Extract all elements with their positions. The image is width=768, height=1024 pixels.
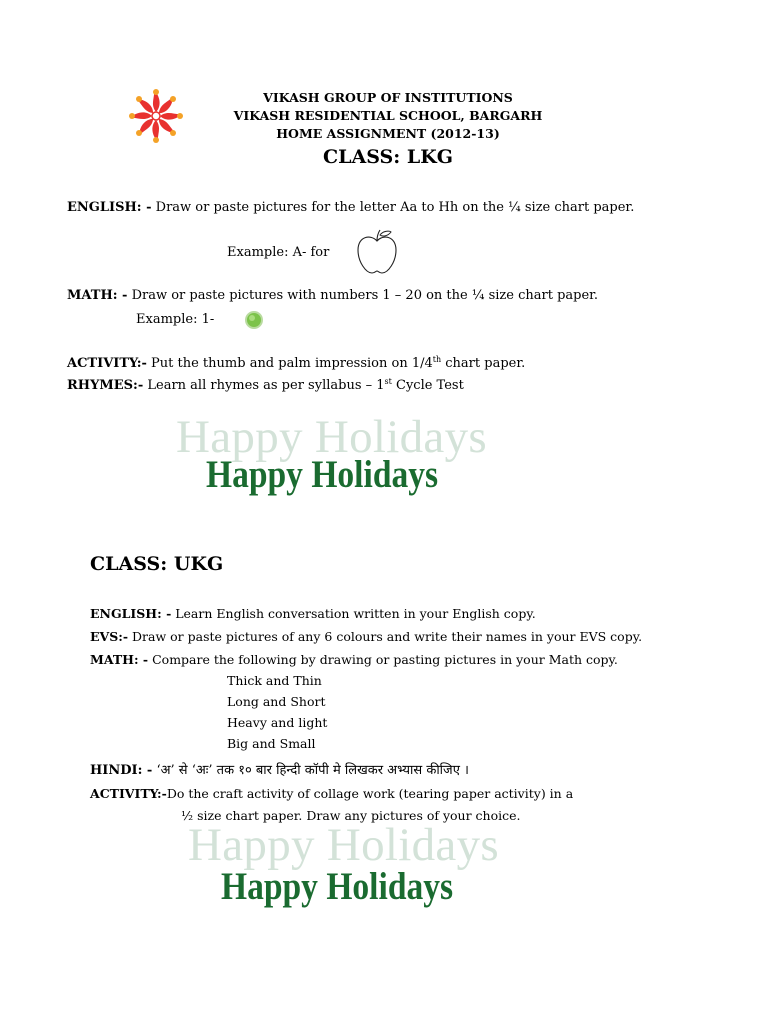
ukg-activity-text-2: ½ size chart paper. Draw any pictures of your choice. [181, 808, 521, 823]
lkg-english-text: Draw or paste pictures for the letter Aa to Hh on the ¼ size chart paper. [151, 200, 635, 215]
ukg-math-item: Thick and Thin [227, 673, 322, 688]
happy-holidays-title: Happy Holidays [221, 865, 454, 908]
ukg-math-line [90, 652, 618, 667]
ukg-evs-label: EVS:- [90, 629, 129, 644]
ukg-math-item: Heavy and light [227, 715, 328, 730]
ukg-hindi-text: ‘अ’ से ‘अः’ तक १० बार हिन्दी कॉपी मे लिखकर अभ्यास कीजिए । [152, 763, 469, 778]
lkg-math-line [67, 288, 598, 303]
happy-holidays-title: Happy Holidays [206, 453, 439, 496]
lkg-activity-text: Put the thumb and palm impression on 1/4 [146, 356, 433, 371]
ukg-english-line [90, 606, 536, 621]
ukg-math-label: MATH: - [90, 652, 149, 667]
apple-outline-icon [354, 228, 400, 276]
lkg-rhymes-label: RHYMES:- [67, 378, 144, 393]
lkg-activity-text-end: chart paper. [441, 356, 526, 371]
ukg-activity-label: ACTIVITY:- [90, 786, 167, 801]
lkg-math-text: Draw or paste pictures with numbers 1 – 20 on the ¼ size chart paper. [127, 288, 599, 303]
lkg-rhymes-text-end: Cycle Test [391, 378, 464, 393]
happy-holidays-ghost: Happy Holidays [188, 819, 499, 871]
ukg-english-label: ENGLISH: - [90, 606, 172, 621]
happy-holidays-ghost: Happy Holidays [176, 411, 487, 463]
lkg-activity-line [67, 356, 525, 371]
ukg-hindi-label: HINDI: - [90, 763, 153, 778]
institution-name: VIKASH GROUP OF INSTITUTIONS [263, 90, 513, 105]
lkg-activity-sup: th [432, 355, 442, 364]
ukg-math-item: Big and Small [227, 736, 316, 751]
ukg-activity-text: Do the craft activity of collage work (tearing paper activity) in a [166, 786, 574, 801]
school-name: VIKASH RESIDENTIAL SCHOOL, BARGARH [233, 108, 543, 123]
ukg-activity-line [90, 786, 573, 801]
class-ukg-title: CLASS: UKG [90, 553, 224, 575]
lkg-rhymes-line [67, 378, 464, 393]
assignment-title: HOME ASSIGNMENT (2012-13) [276, 126, 500, 141]
ukg-evs-line [90, 629, 642, 644]
lkg-math-label: MATH: - [67, 288, 128, 303]
lkg-english-label: ENGLISH: - [67, 200, 152, 215]
lkg-english-example: Example: A- for [227, 245, 330, 260]
lkg-activity-label: ACTIVITY:- [67, 356, 147, 371]
ukg-english-text: Learn English conversation written in your English copy. [171, 606, 536, 621]
ukg-hindi-line [90, 760, 469, 778]
ukg-math-item: Long and Short [227, 694, 326, 709]
ukg-evs-text: Draw or paste pictures of any 6 colours and write their names in your EVS copy. [128, 629, 643, 644]
ukg-math-text: Compare the following by drawing or pasting pictures in your Math copy. [148, 652, 618, 667]
lkg-english-line [67, 200, 634, 215]
lkg-math-example: Example: 1- [136, 312, 215, 327]
lkg-rhymes-sup: st [384, 377, 392, 386]
class-lkg-title: CLASS: LKG [323, 146, 453, 168]
green-dot-icon [244, 310, 264, 330]
lkg-rhymes-text: Learn all rhymes as per syllabus – 1 [143, 378, 385, 393]
